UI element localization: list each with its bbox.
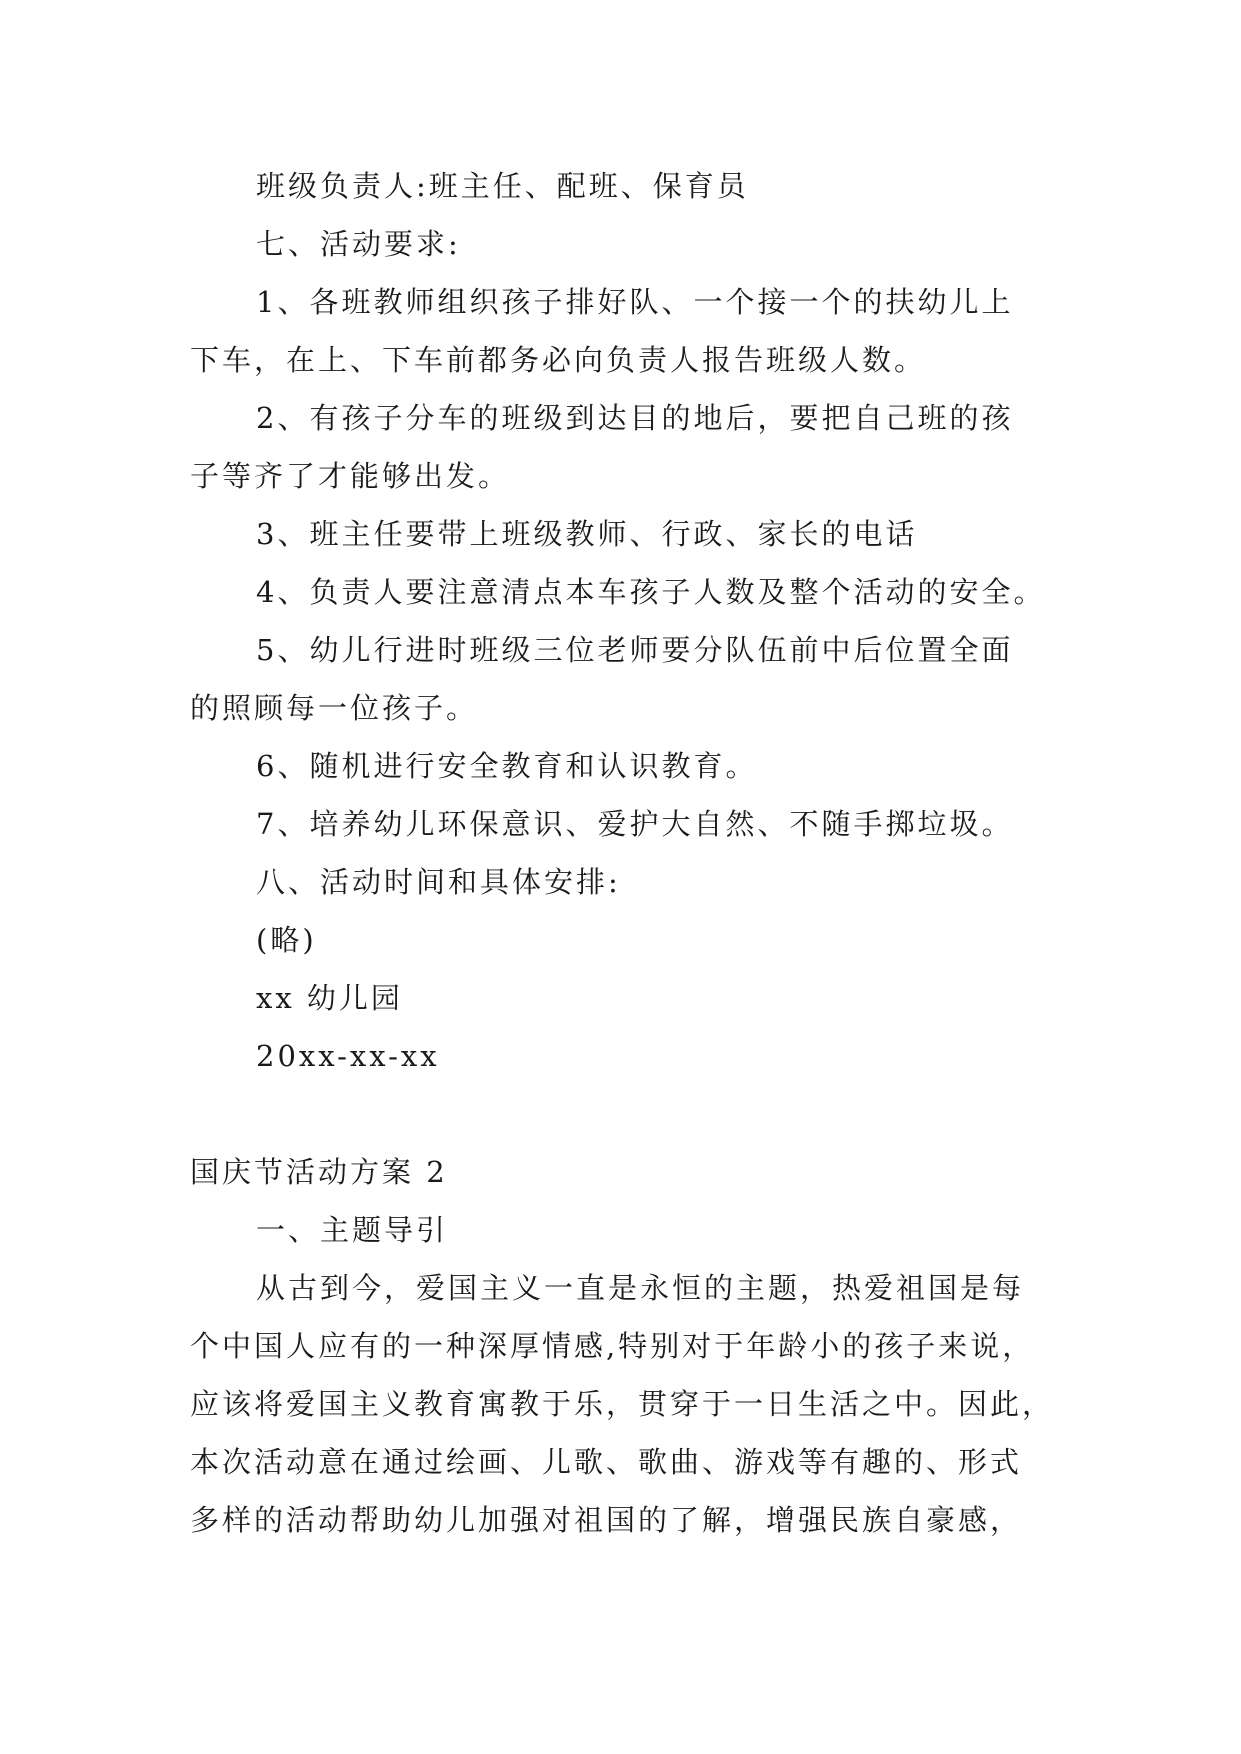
section-heading-schedule: 八、活动时间和具体安排: <box>256 865 621 899</box>
requirement-4: 4、负责人要注意清点本车孩子人数及整个活动的安全。 <box>256 575 1046 609</box>
document-date: 20xx-xx-xx <box>256 1039 440 1073</box>
requirement-5-line-1: 5、幼儿行进时班级三位老师要分队伍前中后位置全面 <box>256 633 1014 667</box>
schedule-omitted: (略) <box>256 923 317 957</box>
requirement-7: 7、培养幼儿环保意识、爱护大自然、不随手掷垃圾。 <box>256 807 1014 841</box>
requirement-3: 3、班主任要带上班级教师、行政、家长的电话 <box>256 517 918 551</box>
requirement-6: 6、随机进行安全教育和认识教育。 <box>256 749 758 783</box>
section-heading-requirements: 七、活动要求: <box>256 227 461 261</box>
class-leaders-line: 班级负责人:班主任、配班、保育员 <box>256 169 749 203</box>
requirement-2-line-1: 2、有孩子分车的班级到达目的地后，要把自己班的孩 <box>256 401 1014 435</box>
plan-2-title: 国庆节活动方案 2 <box>190 1155 448 1189</box>
theme-paragraph-line-1: 从古到今，爱国主义一直是永恒的主题，热爱祖国是每 <box>256 1271 1025 1305</box>
theme-paragraph-line-5: 多样的活动帮助幼儿加强对祖国的了解，增强民族自豪感， <box>190 1503 1023 1537</box>
theme-paragraph-line-4: 本次活动意在通过绘画、儿歌、歌曲、游戏等有趣的、形式 <box>190 1445 1023 1479</box>
theme-paragraph-line-3: 应该将爱国主义教育寓教于乐，贯穿于一日生活之中。因此， <box>190 1387 1055 1421</box>
organization-name: xx 幼儿园 <box>256 981 403 1015</box>
section-heading-theme: 一、主题导引 <box>256 1213 449 1247</box>
theme-paragraph-line-2: 个中国人应有的一种深厚情感,特别对于年龄小的孩子来说， <box>190 1329 1035 1363</box>
requirement-1-line-1: 1、各班教师组织孩子排好队、一个接一个的扶幼儿上 <box>256 285 1014 319</box>
requirement-2-line-2: 子等齐了才能够出发。 <box>190 459 511 493</box>
requirement-5-line-2: 的照顾每一位孩子。 <box>190 691 479 725</box>
requirement-1-line-2: 下车，在上、下车前都务必向负责人报告班级人数。 <box>190 343 927 377</box>
